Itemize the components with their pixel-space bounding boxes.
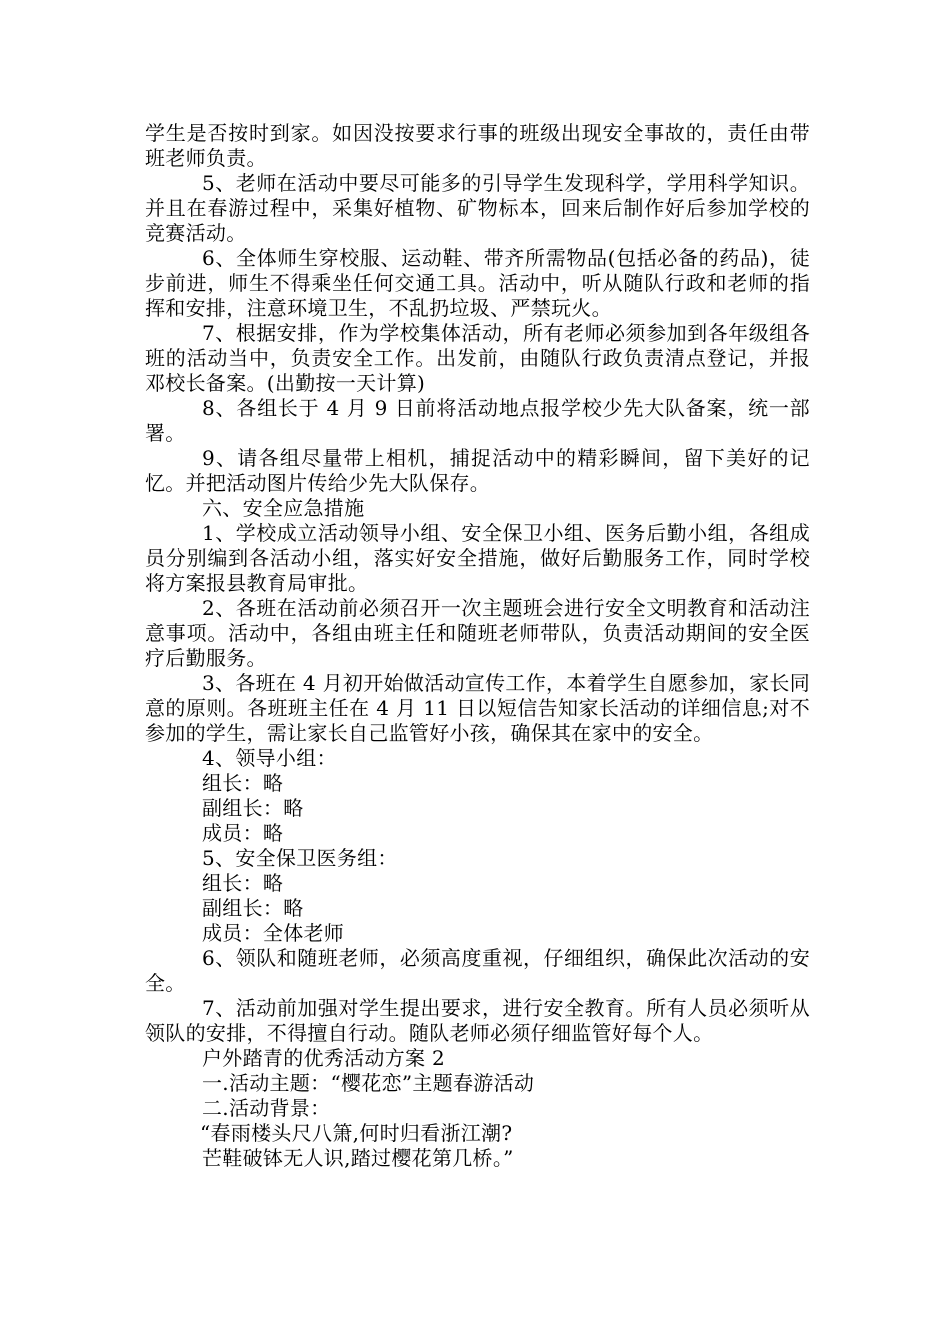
plan-2-title: 户外踏青的优秀活动方案 2 <box>202 1046 445 1070</box>
plan-2-theme: 一.活动主题：“樱花恋”主题春游活动 <box>202 1071 535 1095</box>
paragraph-safety-7: 7、活动前加强对学生提出要求，进行安全教育。所有人员必须听从领队的安排，不得擅自行动。随队老师必须仔细监管好每个人。 <box>145 996 810 1045</box>
paragraph-safety-3: 3、各班在 4 月初开始做活动宣传工作，本着学生自愿参加，家长同意的原则。各班班主任在 4 月 11 日以短信告知家长活动的详细信息;对不参加的学生，需让家长自己监管好小孩，确保其在家中的安全。 <box>145 671 810 745</box>
paragraph-item-7: 7、根据安排，作为学校集体活动，所有老师必须参加到各年级组各班的活动当中，负责安全工作。出发前，由随队行政负责清点登记，并报邓校长备案。(出勤按一天计算) <box>145 321 810 395</box>
leadership-leader: 组长：略 <box>202 771 284 795</box>
paragraph-safety-2: 2、各班在活动前必须召开一次主题班会进行安全文明教育和活动注意事项。活动中，各组由班主任和随班老师带队，负责活动期间的安全医疗后勤服务。 <box>145 596 810 670</box>
paragraph-item-9: 9、请各组尽量带上相机，捕捉活动中的精彩瞬间，留下美好的记忆。并把活动图片传给少先大队保存。 <box>145 446 810 495</box>
paragraph-item-8: 8、各组长于 4 月 9 日前将活动地点报学校少先大队备案，统一部署。 <box>145 396 810 445</box>
document-body <box>145 121 810 1171</box>
security-leader: 组长：略 <box>202 871 284 895</box>
section-heading-safety: 六、安全应急措施 <box>202 496 365 520</box>
security-deputy: 副组长：略 <box>202 896 304 920</box>
leadership-deputy: 副组长：略 <box>202 796 304 820</box>
poem-line-2: 芒鞋破钵无人识,踏过樱花第几桥。” <box>202 1146 514 1170</box>
paragraph-item-5: 5、老师在活动中要尽可能多的引导学生发现科学，学用科学知识。并且在春游过程中，采集好植物、矿物标本，回来后制作好后参加学校的竞赛活动。 <box>145 171 810 245</box>
paragraph-safety-6: 6、领队和随班老师，必须高度重视，仔细组织，确保此次活动的安全。 <box>145 946 810 995</box>
plan-2-background-heading: 二.活动背景： <box>202 1096 331 1120</box>
poem-line-1: “春雨楼头尺八箫,何时归看浙江潮? <box>200 1121 513 1145</box>
leadership-group-heading: 4、领导小组： <box>202 746 337 770</box>
security-members: 成员：全体老师 <box>202 921 345 945</box>
paragraph-continuation: 学生是否按时到家。如因没按要求行事的班级出现安全事故的，责任由带班老师负责。 <box>145 121 810 170</box>
leadership-members: 成员：略 <box>202 821 284 845</box>
security-medical-group-heading: 5、安全保卫医务组： <box>202 846 398 870</box>
paragraph-item-6: 6、全体师生穿校服、运动鞋、带齐所需物品(包括必备的药品)，徒步前进，师生不得乘坐任何交通工具。活动中，听从随队行政和老师的指挥和安排，注意环境卫生，不乱扔垃圾、严禁玩火。 <box>145 246 810 320</box>
paragraph-safety-1: 1、学校成立活动领导小组、安全保卫小组、医务后勤小组，各组成员分别编到各活动小组，落实好安全措施，做好后勤服务工作，同时学校将方案报县教育局审批。 <box>145 521 810 595</box>
